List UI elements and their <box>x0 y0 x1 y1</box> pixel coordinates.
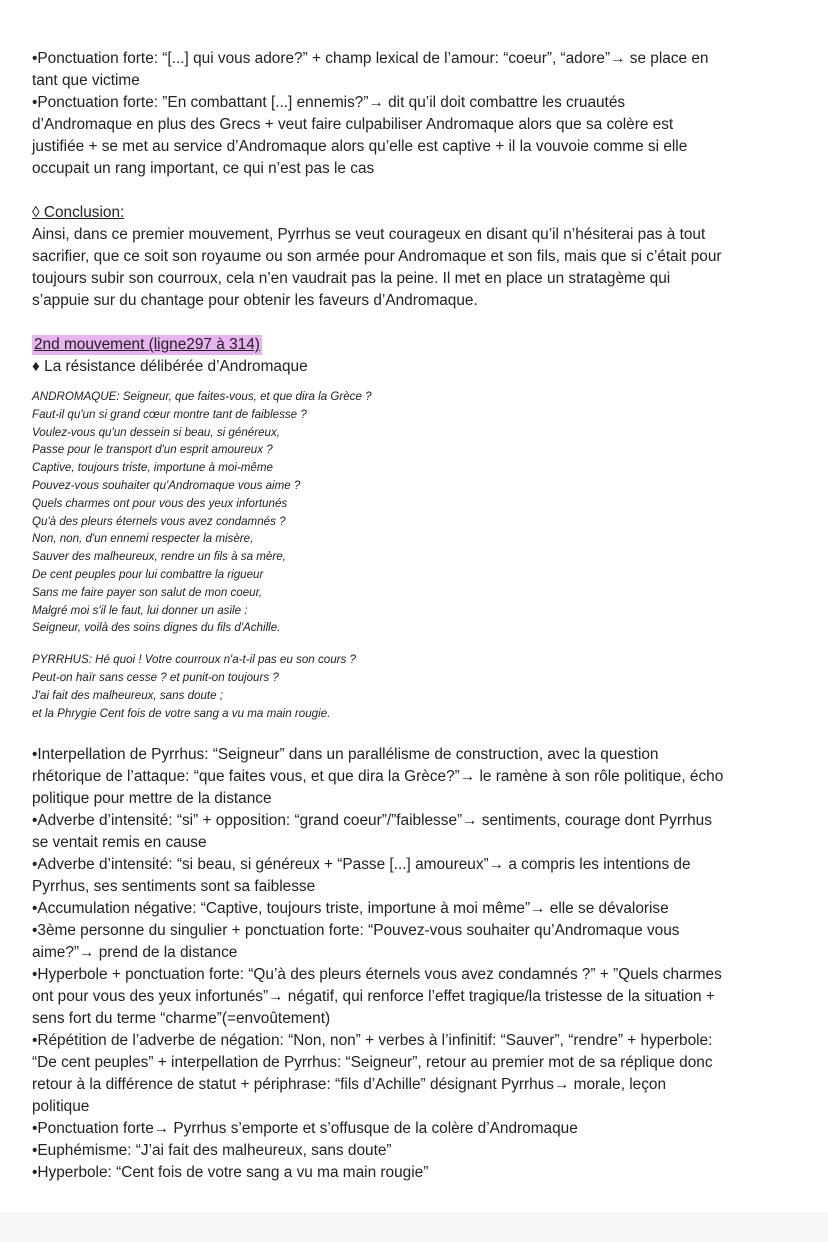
text-line: Pyrrhus, ses sentiments sont sa faiblesse <box>32 878 316 896</box>
text-line: retour à la différence de statut + périphrase: “fils d’Achille” désignant Pyrrhus→ morale, leçon <box>32 1076 667 1094</box>
quote-line: Malgré moi s'il le faut, lui donner un asile : <box>32 603 248 617</box>
intro-paragraph <box>32 48 802 180</box>
text-line: s’appuie sur du chantage pour obtenir les faveurs d’Andromaque. <box>32 292 478 309</box>
quote-line: Pouvez-vous souhaiter qu'Andromaque vous aime ? <box>32 478 301 492</box>
quote-line: Captive, toujours triste, importune à moi-même <box>32 461 273 475</box>
text-line: politique <box>32 1098 90 1116</box>
quote-line: Sans me faire payer son salut de mon coeur, <box>32 585 263 599</box>
quote-line: De cent peuples pour lui combattre la rigueur <box>32 567 264 581</box>
text-line: se ventait remis en cause <box>32 834 207 852</box>
text-line: politique pour mettre de la distance <box>32 790 272 808</box>
text-line: tant que victime <box>32 72 140 89</box>
text-line: •Ponctuation forte: ”En combattant [...] ennemis?”→ dit qu’il doit combattre les cruautés <box>32 94 626 111</box>
text-line: •Ponctuation forte: “[...] qui vous adore?” + champ lexical de l’amour: “coeur”, “adore”→ se place en <box>32 50 709 67</box>
document-body <box>32 48 802 1184</box>
text-line: sens fort du terme “charme”(=envoûtement) <box>32 1010 331 1028</box>
conclusion-heading: ◊ Conclusion: <box>32 204 125 221</box>
quote-line: J'ai fait des malheureux, sans doute ; <box>32 688 224 702</box>
quote-line: Sauver des malheureux, rendre un fils à sa mère, <box>32 550 286 564</box>
quote-line: ANDROMAQUE: Seigneur, que faites-vous, et que dira la Grèce ? <box>32 390 372 403</box>
text-line: justifiée + se met au service d’Andromaque alors qu’elle est captive + il la vouvoie comme si elle <box>32 138 688 155</box>
text-line: d’Andromaque en plus des Grecs + veut faire culpabiliser Andromaque alors que sa colère est <box>32 116 674 133</box>
quote-line: Qu'à des pleurs éternels vous avez condamnés ? <box>32 514 286 528</box>
text-line: sacrifier, que ce soit son royaume ou son armée pour Andromaque et son fils, mais que si c’était pour <box>32 248 722 265</box>
quote-line: Non, non, d'un ennemi respecter la misère, <box>32 532 254 546</box>
text-line: •Interpellation de Pyrrhus: “Seigneur” dans un parallélisme de construction, avec la question <box>32 746 659 764</box>
quote-line: Passe pour le transport d'un esprit amoureux ? <box>32 443 273 457</box>
text-line: •Adverbe d’intensité: “si” + opposition: “grand coeur”/”faiblesse”→ sentiments, courage dont Pyrrhus <box>32 812 712 830</box>
andromaque-quote <box>32 388 802 637</box>
text-line: rhétorique de l’attaque: “que faites vous, et que dira la Grèce?”→ le ramène à son rôle politique, écho <box>32 768 724 786</box>
text-line: •3ème personne du singulier + ponctuation forte: “Pouvez-vous souhaiter qu’Andromaque vous <box>32 922 680 940</box>
conclusion-section <box>32 202 802 312</box>
quote-line: Seigneur, voilà des soins dignes du fils d'Achille. <box>32 621 281 635</box>
quote-line: Voulez-vous qu'un dessein si beau, si généreux, <box>32 425 280 439</box>
analysis-list <box>32 744 802 1184</box>
text-line: ont pour vous des yeux infortunés”→ négatif, qui renforce l’effet tragique/la tristesse de la situation + <box>32 988 715 1006</box>
section-subtitle: ♦ La résistance délibérée d’Andromaque <box>32 358 308 375</box>
text-line: Ainsi, dans ce premier mouvement, Pyrrhus se veut courageux en disant qu’il n’hésiterai pas à tout <box>32 226 706 243</box>
text-line: •Accumulation négative: “Captive, toujours triste, importune à moi même”→ elle se dévalorise <box>32 900 669 918</box>
highlighted-section-title: 2nd mouvement (ligne297 à 314) <box>34 336 260 353</box>
text-line: aime?”→ prend de la distance <box>32 944 238 962</box>
quote-line: et la Phrygie Cent fois de votre sang a vu ma main rougie. <box>32 706 331 720</box>
text-line: •Hyperbole: “Cent fois de votre sang a vu ma main rougie” <box>32 1164 429 1182</box>
second-movement-header <box>32 334 802 378</box>
quote-line: PYRRHUS: Hé quoi ! Votre courroux n'a-t-il pas eu son cours ? <box>32 653 356 667</box>
text-line: •Euphémisme: “J’ai fait des malheureux, sans doute” <box>32 1142 392 1160</box>
text-line: •Répétition de l’adverbe de négation: “Non, non” + verbes à l’infinitif: “Sauver”, “rendre” + hyperbole: <box>32 1032 713 1050</box>
text-line: •Adverbe d’intensité: “si beau, si généreux + “Passe [...] amoureux”→ a compris les intentions de <box>32 856 691 874</box>
text-line: •Ponctuation forte→ Pyrrhus s’emporte et s’offusque de la colère d’Andromaque <box>32 1120 578 1138</box>
page-bottom-band <box>0 1212 828 1242</box>
quote-line: Quels charmes ont pour vous des yeux infortunés <box>32 496 288 510</box>
pyrrhus-quote <box>32 651 802 722</box>
text-line: occupait un rang important, ce qui n’est pas le cas <box>32 160 375 177</box>
text-line: “De cent peuples” + interpellation de Pyrrhus: “Seigneur”, retour au premier mot de sa réplique donc <box>32 1054 713 1072</box>
quote-line: Peut-on haïr sans cesse ? et punit-on toujours ? <box>32 670 279 684</box>
text-line: toujours subir son courroux, cela n’en vaudrait pas la peine. Il met en place un stratagème qui <box>32 270 671 287</box>
text-line: •Hyperbole + ponctuation forte: “Qu’à des pleurs éternels vous avez condamnés ?” + ”Quels charmes <box>32 966 722 984</box>
quote-line: Faut-il qu'un si grand cœur montre tant de faiblesse ? <box>32 407 307 421</box>
